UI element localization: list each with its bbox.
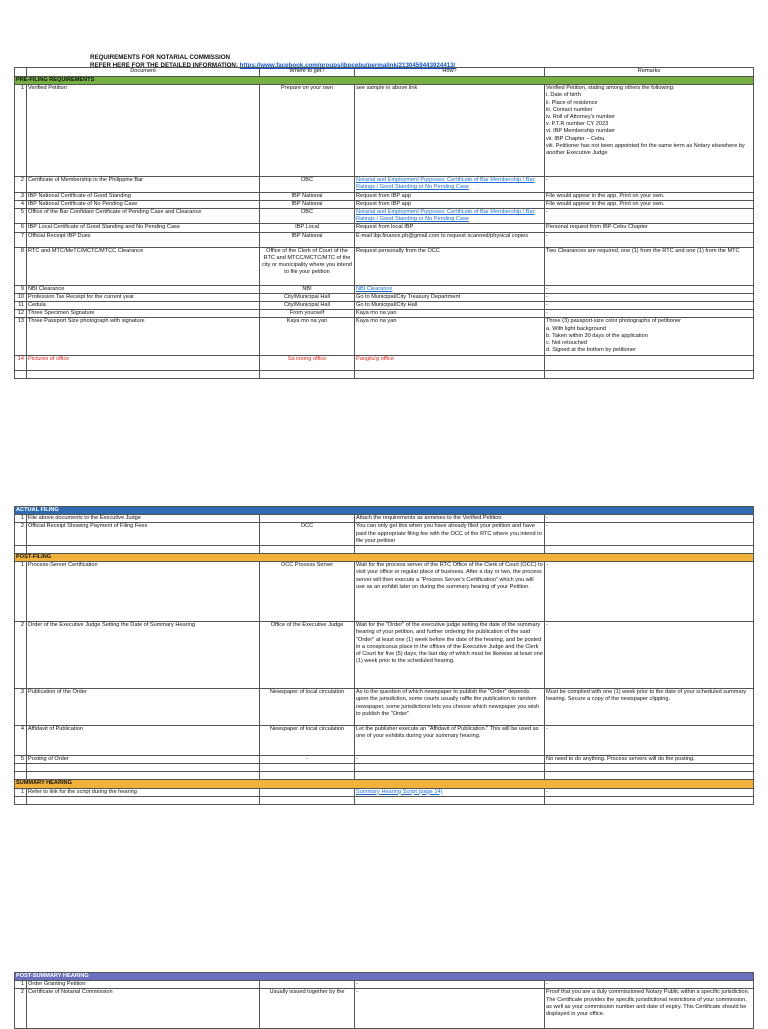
cell-how: As to the question of which newspaper to publish the "Order" depends upon the jurisdiction, some courts usually raffle the publication to random newspaper, some jurisdictions lets you choose which newspaper you wish to publish the "Order": [355, 689, 545, 726]
header-row: [15, 68, 754, 77]
cell-number: 2: [15, 523, 27, 546]
col-where: Where to get?: [260, 68, 355, 77]
cell-document: Three Specimen Signature: [27, 310, 260, 318]
table-row: [15, 232, 754, 247]
cell-how: Request personally from the OCC: [355, 247, 545, 285]
cell-how[interactable]: NBI Clearance: [355, 285, 545, 293]
cell-document: Office of the Bar Confidant Certificate of Pending Case and Clearance: [27, 209, 260, 224]
table-row: [15, 224, 754, 232]
table-row: [15, 209, 754, 224]
cell-how: Request from IBP app: [355, 200, 545, 208]
cell-number: 14: [15, 356, 27, 371]
cell-remarks: File would appear in the app. Print on your own.: [545, 192, 754, 200]
cell-where: IBP National: [260, 200, 355, 208]
cell-remarks: Verified Petition, stating among others the following: i. Date of birth ii. Place of residence iii. Contact number iv. Roll of Attorney's number v. P.T.R number CY 2023 vi. IBP Membership number vii. IBP Chapter – Cebu viii. Petitioner has not been appointed for the same term as Notary elsewhere by another Executive Judge: [545, 85, 754, 177]
cell-number: 9: [15, 285, 27, 293]
table-row: [15, 689, 754, 726]
table-row: [15, 293, 754, 301]
cell-where: Newspaper of local circulation: [260, 726, 355, 756]
cell-document: Process-Server Certification: [27, 562, 260, 622]
cell-how: Go to Municipal/City Hall: [355, 302, 545, 310]
cell-where: From yourself: [260, 310, 355, 318]
cell-where: Newspaper of local circulation: [260, 689, 355, 726]
cell-remarks: -: [545, 515, 754, 523]
cell-remarks: No need to do anything. Process servers will do the posting.: [545, 756, 754, 764]
cell-remarks: Two Clearances are required, one (1) from the RTC and one (1) from the MTC: [545, 247, 754, 285]
cell-where: NBI: [260, 285, 355, 293]
cell-remarks: -: [545, 232, 754, 247]
table-row: [15, 310, 754, 318]
cell-remarks: -: [545, 726, 754, 756]
cell-where: OBC: [260, 209, 355, 224]
cell-how: see sample in above link: [355, 85, 545, 177]
cell-where: -: [260, 756, 355, 764]
section-postfiling: [15, 554, 754, 562]
cell-document: IBP Local Certificate of Good Standing and No Pending Case: [27, 224, 260, 232]
cell-remarks: -: [545, 293, 754, 301]
table-row: [15, 356, 754, 371]
cell-document: Official Receipt Showing Payment of Filing Fees: [27, 523, 260, 546]
cell-document: NBI Clearance: [27, 285, 260, 293]
section-summary: [15, 780, 754, 788]
postfiling-body: [15, 562, 754, 764]
cell-document: Certificate of Notarial Commission: [27, 989, 260, 1029]
cell-where: OCC Process Server: [260, 562, 355, 622]
cell-remarks: -: [545, 981, 754, 989]
cell-how: Wait for the process server of the RTC Office of the Clerk of Court (OCC) to visit your office or regular place of business. After a day or two, the process server will then execute a "Process Server's Certification" which you will use as an exhibit later on during the summary hearing of your Petition.: [355, 562, 545, 622]
section-label: POST-FILING: [15, 554, 754, 562]
table-row: [15, 85, 754, 177]
table-row: [15, 523, 754, 546]
cell-number: 1: [15, 85, 27, 177]
table-row: [15, 788, 754, 796]
actual-body: [15, 515, 754, 546]
cell-document: IBP National Certificate of No Pending Case: [27, 200, 260, 208]
section-label: POST-SUMMARY HEARING: [15, 973, 754, 981]
cell-where: [260, 788, 355, 796]
table-row: [15, 192, 754, 200]
cell-where: IBP Local: [260, 224, 355, 232]
cell-document: Cedula: [27, 302, 260, 310]
table-row: [15, 200, 754, 208]
cell-where: Prepare on your own: [260, 85, 355, 177]
cell-number: 5: [15, 209, 27, 224]
cell-number: 7: [15, 232, 27, 247]
prefiling-body: [15, 85, 754, 371]
cell-document: Verified Petition: [27, 85, 260, 177]
cell-how: -: [355, 989, 545, 1029]
cell-how: Attach the requirements as annexes to the Verified Petition: [355, 515, 545, 523]
cell-document: Pictures of office: [27, 356, 260, 371]
postsummary-table: [14, 972, 754, 1029]
cell-document: Order of the Executive Judge Setting the Date of Summary Hearing: [27, 622, 260, 689]
cell-document: Official Receipt IBP Dues: [27, 232, 260, 247]
cell-how: Let the publisher execute an "Affidavit of Publication." This will be used as one of your exhibits during your summary hearing.: [355, 726, 545, 756]
cell-number: 1: [15, 515, 27, 523]
col-how: How?: [355, 68, 545, 77]
section-prefiling: [15, 77, 754, 85]
cell-where: IBP National: [260, 192, 355, 200]
cell-document: Posting of Order: [27, 756, 260, 764]
cell-document: IBP National Certificate of Good Standing: [27, 192, 260, 200]
postsummary-body: [15, 981, 754, 1029]
refer-link[interactable]: https://www.facebook.com/groups/ibpcebu/permalink/2130459443924413/: [239, 62, 456, 69]
cell-where: City/Municipal Hall: [260, 293, 355, 301]
cell-remarks: -: [545, 622, 754, 689]
cell-remarks: Personal request from IBP Cebu Chapter: [545, 224, 754, 232]
cell-document: Certificate of Membership in the Philippine Bar: [27, 177, 260, 192]
cell-number: 4: [15, 200, 27, 208]
table-row: [15, 285, 754, 293]
section-actual: [15, 507, 754, 515]
cell-remarks: -: [545, 285, 754, 293]
cell-number: 2: [15, 989, 27, 1029]
blank-row: [15, 772, 754, 780]
cell-number: 3: [15, 192, 27, 200]
cell-how: Kaya mo na yan: [355, 310, 545, 318]
cell-document: Affidavit of Publication: [27, 726, 260, 756]
table-row: [15, 989, 754, 1029]
prefiling-table: [14, 67, 754, 379]
cell-remarks: -: [545, 209, 754, 224]
cell-how[interactable]: Notarial and Employment Purposes: Certificate of Bar Membership / Bar Ratings / Good Standing or No Pending Case: [355, 209, 545, 224]
cell-how: Kaya mo na yan: [355, 318, 545, 356]
cell-number: 2: [15, 622, 27, 689]
cell-number: 6: [15, 224, 27, 232]
cell-document: Profession Tax Receipt for the current year: [27, 293, 260, 301]
cell-number: 12: [15, 310, 27, 318]
blank-row: [15, 546, 754, 554]
table-row: [15, 562, 754, 622]
table-row: [15, 981, 754, 989]
cell-number: 11: [15, 302, 27, 310]
cell-remarks: [545, 356, 754, 371]
cell-document: RTC and MTC/MeTC/MCTC/MTCC Clearance: [27, 247, 260, 285]
cell-document: Three Passport Size photograph with signature: [27, 318, 260, 356]
col-no: [15, 68, 27, 77]
cell-remarks: -: [545, 562, 754, 622]
blank-row: [15, 371, 754, 379]
cell-remarks: -: [545, 788, 754, 796]
cell-where: Usually issued together by the: [260, 989, 355, 1029]
table-row: [15, 247, 754, 285]
cell-where: City/Municipal Hall: [260, 302, 355, 310]
blank-row: [15, 796, 754, 804]
section-postsummary: [15, 973, 754, 981]
table-row: [15, 515, 754, 523]
cell-where: OBC: [260, 177, 355, 192]
cell-where: IBP National: [260, 232, 355, 247]
cell-how[interactable]: Notarial and Employment Purposes: Certificate of Bar Membership / Bar Ratings / Good Standing or No Pending Case: [355, 177, 545, 192]
cell-remarks: Proof that you are a duly commissioned Notary Public within a specific jurisdiction. The Certificate provides the specific jurisdictional restrictions of your commission, as well as your commission number and date of expiry. This Certificate should be displayed in your office.: [545, 989, 754, 1029]
cell-how: Wait for the "Order" of the executive judge setting the date of the summary hearing of your petition, and further ordering the publication of the said "Order" at least one (1) week before the date of the hearing, and be posted in a conspicuous place in the offices of the Executive Judge and the Clerk of Court for five (5) days, the last day of which must be likewise at least one (1) week prior to the scheduled hearing.: [355, 622, 545, 689]
cell-number: 1: [15, 788, 27, 796]
cell-number: 2: [15, 177, 27, 192]
cell-number: 1: [15, 562, 27, 622]
cell-remarks: -: [545, 310, 754, 318]
cell-how[interactable]: Summary Hearing Script (page 14): [355, 788, 545, 796]
cell-number: 1: [15, 981, 27, 989]
cell-document: Refer to link for the script during the hearing: [27, 788, 260, 796]
section-label: PRE-FILING REQUIREMENTS: [15, 77, 754, 85]
cell-number: 10: [15, 293, 27, 301]
cell-document: Order Granting Petition: [27, 981, 260, 989]
cell-number: 4: [15, 726, 27, 756]
cell-number: 8: [15, 247, 27, 285]
cell-how: Pangita'g office: [355, 356, 545, 371]
cell-where: [260, 981, 355, 989]
cell-remarks: -: [545, 177, 754, 192]
section-label: ACTUAL FILING: [15, 507, 754, 515]
document-title: REQUIREMENTS FOR NOTARIAL COMMISSION: [90, 54, 231, 61]
cell-how: Request from local IBP: [355, 224, 545, 232]
cell-how: E-mail ibp.finance.ph@gmail.com to request scanned/physical copies: [355, 232, 545, 247]
cell-where: Office of the Executive Judge: [260, 622, 355, 689]
col-remarks: Remarks: [545, 68, 754, 77]
table-row: [15, 318, 754, 356]
cell-remarks: Must be complied with one (1) week prior to the date of your scheduled summary hearing. Secure a copy of the newspaper clipping.: [545, 689, 754, 726]
cell-where: Sa imong office: [260, 356, 355, 371]
table-row: [15, 622, 754, 689]
table-row: [15, 177, 754, 192]
cell-number: 5: [15, 756, 27, 764]
cell-document: Publication of the Order: [27, 689, 260, 726]
section-label: SUMMARY HEARING: [15, 780, 754, 788]
cell-remarks: File would appear in the app. Print on your own.: [545, 200, 754, 208]
blank-row: [15, 764, 754, 772]
cell-where: Kaya mo na yan: [260, 318, 355, 356]
cell-where: Office of the Clerk of Court of the RTC and MTCC/MCTC/MTC of the city or municipality where you intend to file your petition: [260, 247, 355, 285]
cell-how: -: [355, 981, 545, 989]
cell-remarks: -: [545, 302, 754, 310]
col-document: Document: [27, 68, 260, 77]
cell-remarks: -: [545, 523, 754, 546]
cell-document: File above documents to the Executive Judge: [27, 515, 260, 523]
summary-body: [15, 788, 754, 796]
cell-how: Go to Municipal/City Treasury Department: [355, 293, 545, 301]
refer-label: REFER HERE FOR THE DETAILED INFORMATION:: [90, 62, 238, 69]
cell-number: 13: [15, 318, 27, 356]
table-row: [15, 756, 754, 764]
cell-number: 3: [15, 689, 27, 726]
cell-how: You can only get this when you have already filed your petition and have paid the appropriate filing fee with the OCC of the RTC where you intend to file your petition: [355, 523, 545, 546]
cell-where: OCC: [260, 523, 355, 546]
cell-how: Request from IBP app: [355, 192, 545, 200]
cell-remarks: Three (3) passport-size color photographs of petitioner a. With light background b. Taken within 30 days of the application c. Not retouched d. Signed at the bottom by petitioner: [545, 318, 754, 356]
cell-where: [260, 515, 355, 523]
table-row: [15, 302, 754, 310]
cell-how: -: [355, 756, 545, 764]
filing-table: [14, 506, 754, 805]
table-row: [15, 726, 754, 756]
